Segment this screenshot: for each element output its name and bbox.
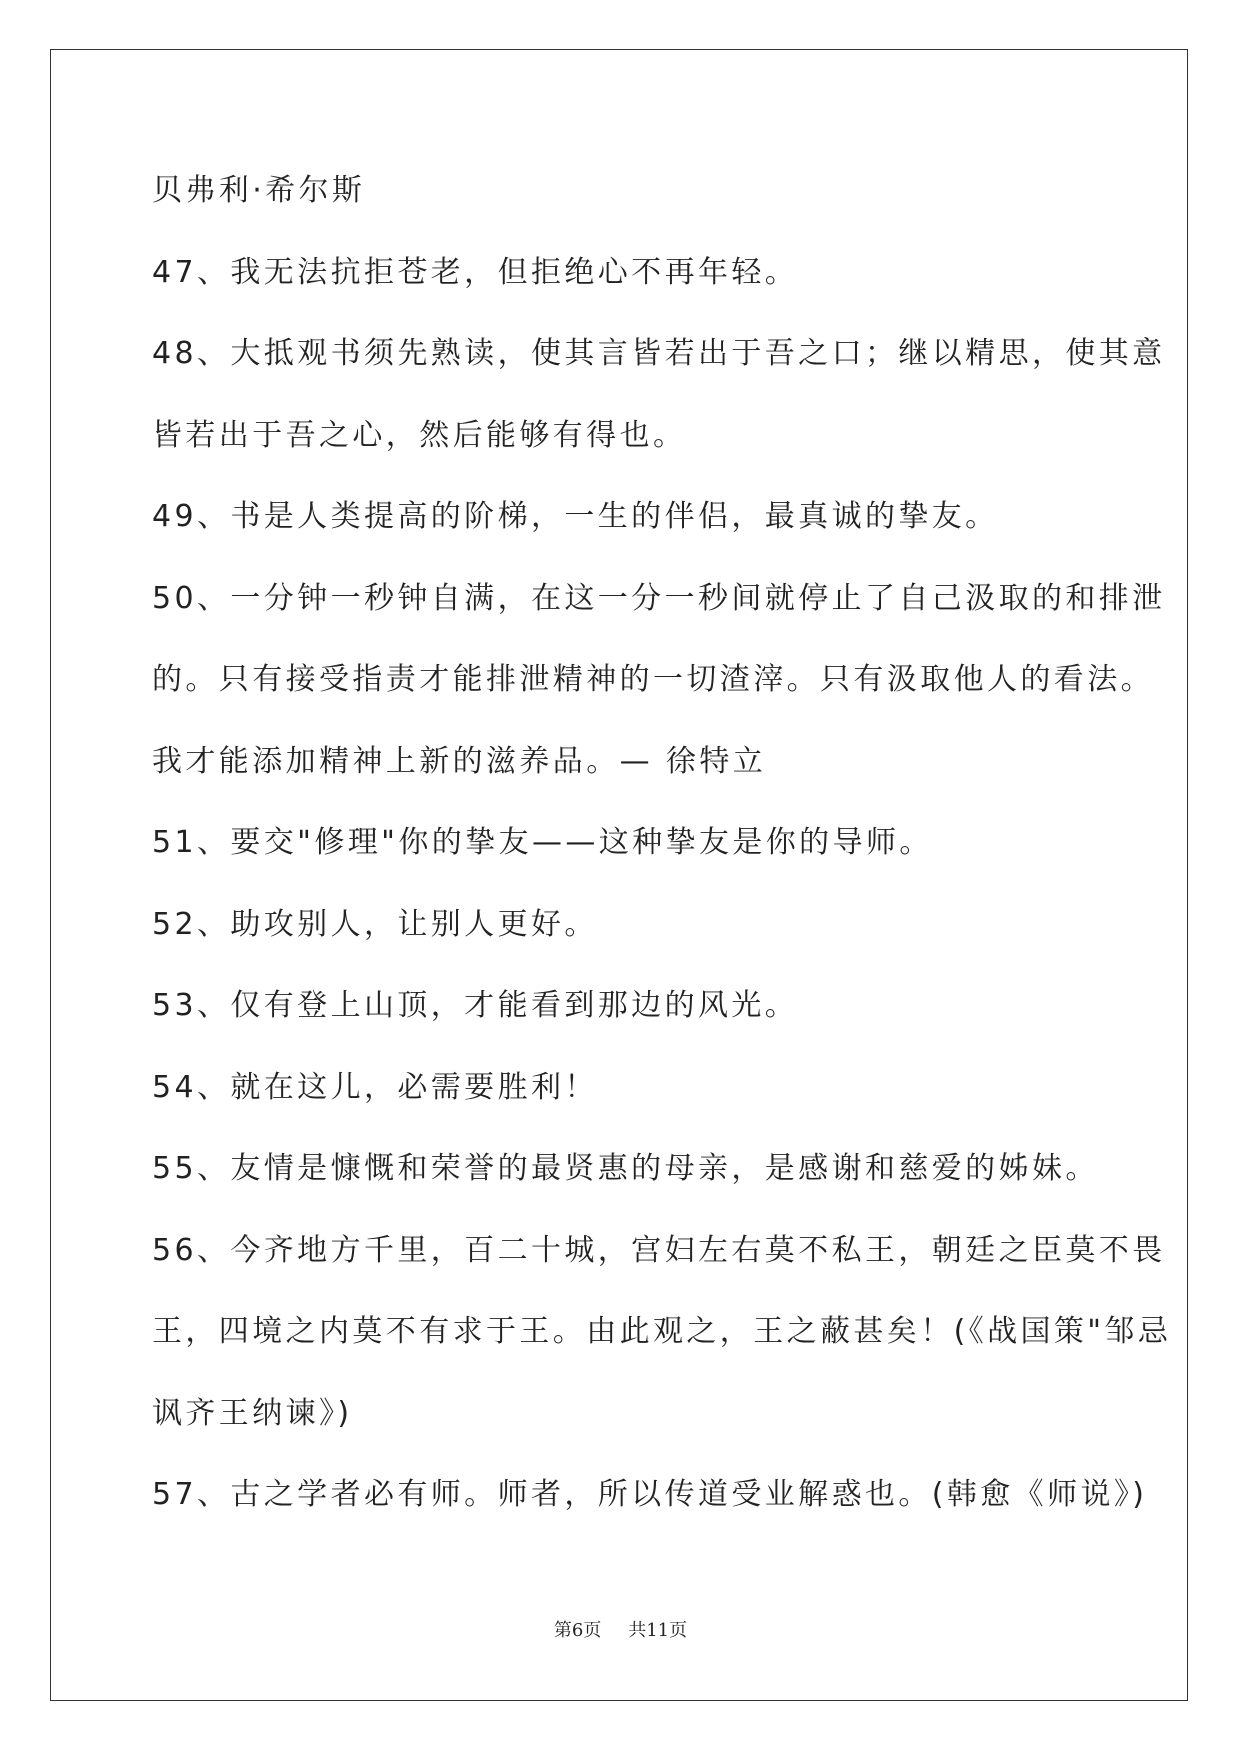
text-line: 54、就在这儿，必需要胜利！	[152, 1069, 598, 1105]
text-line: 贝弗利·希尔斯	[152, 173, 366, 208]
text-line: 的。只有接受指责才能排泄精神的一切渣滓。只有汲取他人的看法。	[152, 662, 1154, 697]
text-line: 49、书是人类提高的阶梯，一生的伴侣，最真诚的挚友。	[152, 499, 999, 534]
text-line: 55、友情是慷慨和荣誉的最贤惠的母亲，是感谢和慈爱的姊妹。	[152, 1151, 1099, 1186]
text-line: 51、要交"修理"你的挚友——这种挚友是你的导师。	[152, 825, 933, 860]
text-line: 56、今齐地方千里，百二十城，宫妇左右莫不私王，朝廷之臣莫不畏	[152, 1232, 1166, 1268]
document-body	[152, 166, 1172, 1552]
text-line: 王，四境之内莫不有求于王。由此观之，王之蔽甚矣！(《战国策"邹忌	[152, 1314, 1172, 1349]
text-line: 57、古之学者必有师。师者，所以传道受业解惑也。(韩愈《师说》)	[152, 1477, 1148, 1512]
text-line: 52、助攻别人，让别人更好。	[152, 906, 598, 942]
page-number: 第6页	[553, 1620, 602, 1641]
text-line: 讽齐王纳谏》)	[152, 1395, 353, 1431]
text-line: 47、我无法抗拒苍老，但拒绝心不再年轻。	[152, 254, 799, 290]
text-line: 皆若出于吾之心，然后能够有得也。	[152, 417, 687, 453]
text-line: 我才能添加精神上新的滋养品。— 徐特立	[152, 743, 767, 779]
text-line: 50、一分钟一秒钟自满，在这一分一秒间就停止了自己汲取的和排泄	[152, 580, 1166, 616]
text-line: 48、大抵观书须先熟读，使其言皆若出于吾之口；继以精思，使其意	[152, 336, 1166, 371]
text-line: 53、仅有登上山顶，才能看到那边的风光。	[152, 988, 799, 1023]
page-total: 共11页	[628, 1620, 688, 1641]
page-footer	[0, 1616, 1241, 1642]
